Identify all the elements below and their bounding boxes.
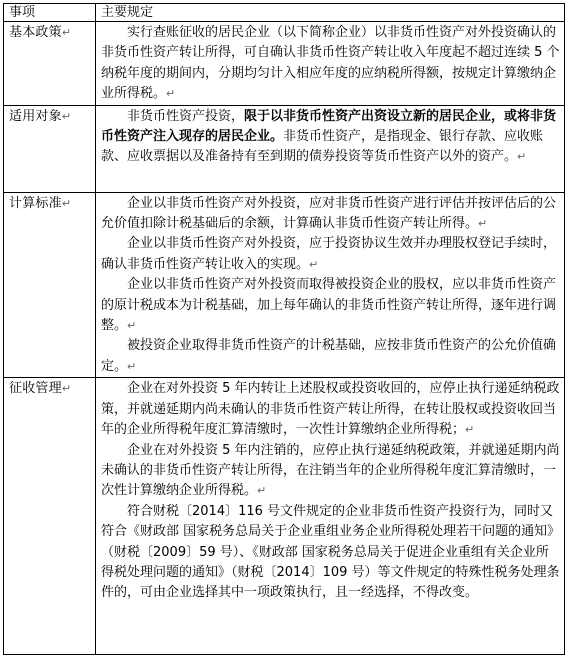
paragraph: 符合财税〔2014〕116 号文件规定的企业非货币性资产投资行为，同时又符合《财政部 国家税务总局关于企业重组业务企业所得税处理若干问题的通知》（财税〔2009〕59 号）、《财政部 国家税务总局关于促进企业重组有关企业所得税处理问题的通知》（财税〔2014〕109 号）等文件规定的特殊性税务处理条件的，可由企业选择其中一项政策执行，且一经选择，不得改变。 (101, 503, 561, 601)
row-content (96, 105, 565, 192)
paragraph: 企业在对外投资 5 年内注销的，应停止执行递延纳税政策，并就递延期内尚未确认的非货币性资产转让所得，在注销当年的企业所得税年度汇算清缴时，一次性计算缴纳企业所得税。↵ (101, 442, 560, 499)
paragraph: 被投资企业取得非货币性资产的计税基础，应按非货币性资产的公允价值确定。↵ (101, 338, 557, 374)
table-row (4, 192, 565, 378)
row-content (96, 22, 565, 106)
paragraph: 企业在对外投资 5 年内转让上述股权或投资收回的，应停止执行递延纳税政策，并就递延期内尚未确认的非货币性资产转让所得，在转让股权或投资收回当年的企业所得税年度汇算清缴时，一次性计算缴纳企业所得税；↵ (101, 381, 560, 438)
row-label: 适用对象↵ (4, 105, 96, 192)
table-row (4, 105, 565, 192)
policy-table (3, 3, 565, 655)
paragraph: 企业以非货币性资产对外投资，应于投资协议生效并办理股权登记手续时，确认非货币性资产转让收入的实现。↵ (101, 236, 557, 272)
header-cell-item: 事项 (4, 4, 96, 22)
paragraph: 实行查账征收的居民企业（以下简称企业）以非货币性资产对外投资确认的非货币性资产转让所得，可自确认非货币性资产转让收入年度起不超过连续 5 个纳税年度的期间内，分期均匀计入相应年度的应纳税所得额，按规定计算缴纳企业所得税。↵ (101, 25, 560, 102)
table-header-row (4, 4, 565, 22)
row-label: 基本政策↵ (4, 22, 96, 106)
table-row (4, 22, 565, 106)
row-content (96, 192, 565, 378)
paragraph: 企业以非货币性资产对外投资，应对非货币性资产进行评估并按评估后的公允价值扣除计税基础后的余额，计算确认非货币性资产转让所得。↵ (101, 195, 557, 232)
paragraph: 非货币性资产投资，限于以非货币性资产出资设立新的居民企业，或将非货币性资产注入现存的居民企业。非货币性资产，是指现金、银行存款、应收账款、应收票据以及准备持有至到期的债券投资等货币性资产以外的资产。↵ (101, 108, 557, 165)
row-label: 征收管理↵ (4, 378, 96, 655)
row-content (96, 378, 565, 655)
row-label: 计算标准↵ (4, 192, 96, 378)
bold-text: 限于以非货币性资产出资设立新的居民企业，或将非货币性资产注入现存的居民企业。 (101, 108, 557, 145)
paragraph: 企业以非货币性资产对外投资而取得被投资企业的股权，应以非货币性资产的原计税成本为计税基础，加上每年确认的非货币性资产转让所得，逐年进行调整。↵ (101, 277, 557, 334)
table-row (4, 378, 565, 655)
header-cell-rules: 主要规定 (96, 4, 565, 22)
